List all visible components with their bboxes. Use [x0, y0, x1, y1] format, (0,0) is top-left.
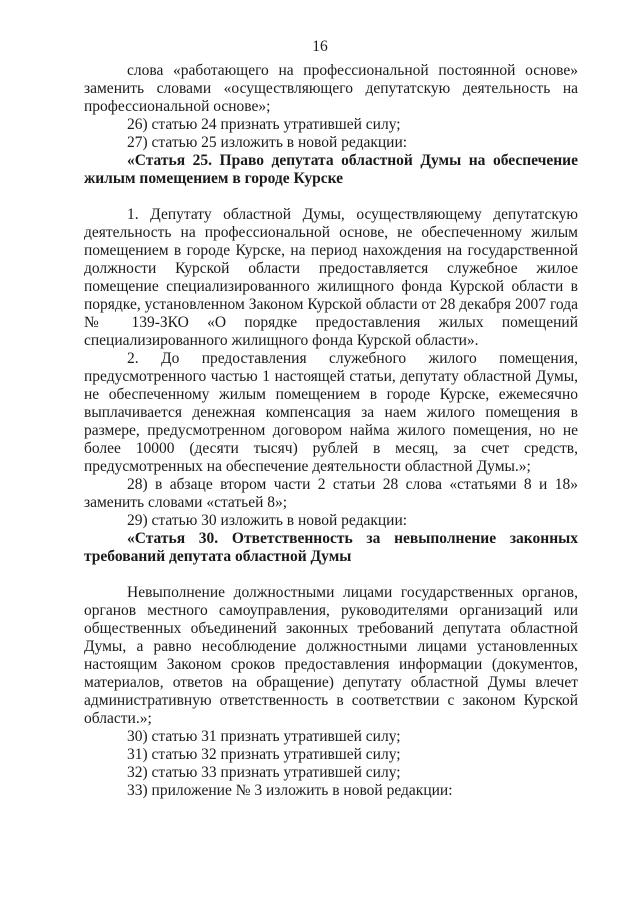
article-25-part-2: 2. До предоставления служебного жилого помещения, предусмотренного частью 1 настоящей статьи, депутату областной Думы, не обеспеченному жилым помещением в городе Курске, ежемесячно выплачивается денежная компенсация за наем жилого помещения в размере, предусмотренном договором найма жилого помещения, но не более 10000 (десяти тысяч) рублей в месяц, за счет средств, предусмотренных на обеспечение деятельности областной Думы.»;	[84, 350, 578, 475]
article-30-text: Невыполнение должностными лицами государственных органов, органов местного самоуправления, руководителями организаций или общественных объединений законных требований депутата областной Думы, а равно несоблюдение должностными лицами установленных настоящим Законом сроков предоставления информации (документов, материалов, ответов на обращение) депутату областной Думы влечет административную ответственность в соответствии с законом Курской области.»;	[84, 584, 578, 727]
article-25-heading: «Статья 25. Право депутата областной Думы на обеспечение жилым помещением в городе Курске	[84, 152, 578, 187]
article-25-part-1: 1. Депутату областной Думы, осуществляющему депутатскую деятельность на профессиональной основе, не обеспеченному жилым помещением в городе Курске, на период нахождения на государственной должности Курской области предоставляется служебное жилое помещение специализированного жилищного фонда Курской области в порядке, установленном Законом Курской области от 28 декабря 2007 года № 139-ЗКО «О порядке предоставления жилых помещений специализированного жилищного фонда Курской области».	[84, 206, 578, 349]
document-body	[84, 62, 578, 800]
page-number: 16	[312, 38, 328, 55]
paragraph-item-28: 28) в абзаце втором части 2 статьи 28 слова «статьями 8 и 18» заменить словами «статьей 8»;	[84, 476, 578, 511]
paragraph-item-33: 33) приложение № 3 изложить в новой редакции:	[127, 782, 453, 799]
paragraph-item-26: 26) статью 24 признать утратившей силу;	[127, 116, 401, 133]
paragraph-item-30: 30) статью 31 признать утратившей силу;	[127, 728, 401, 745]
paragraph-amend-words: слова «работающего на профессиональной постоянной основе» заменить словами «осуществляющего депутатскую деятельность на профессиональной основе»;	[84, 62, 578, 115]
paragraph-item-27: 27) статью 25 изложить в новой редакции:	[127, 134, 408, 151]
spacer	[84, 188, 578, 206]
paragraph-item-31: 31) статью 32 признать утратившей силу;	[127, 746, 401, 763]
paragraph-item-29: 29) статью 30 изложить в новой редакции:	[127, 512, 408, 529]
paragraph-item-32: 32) статью 33 признать утратившей силу;	[127, 764, 401, 781]
spacer	[84, 566, 578, 584]
article-30-heading: «Статья 30. Ответственность за невыполнение законных требований депутата областной Думы	[84, 530, 578, 565]
